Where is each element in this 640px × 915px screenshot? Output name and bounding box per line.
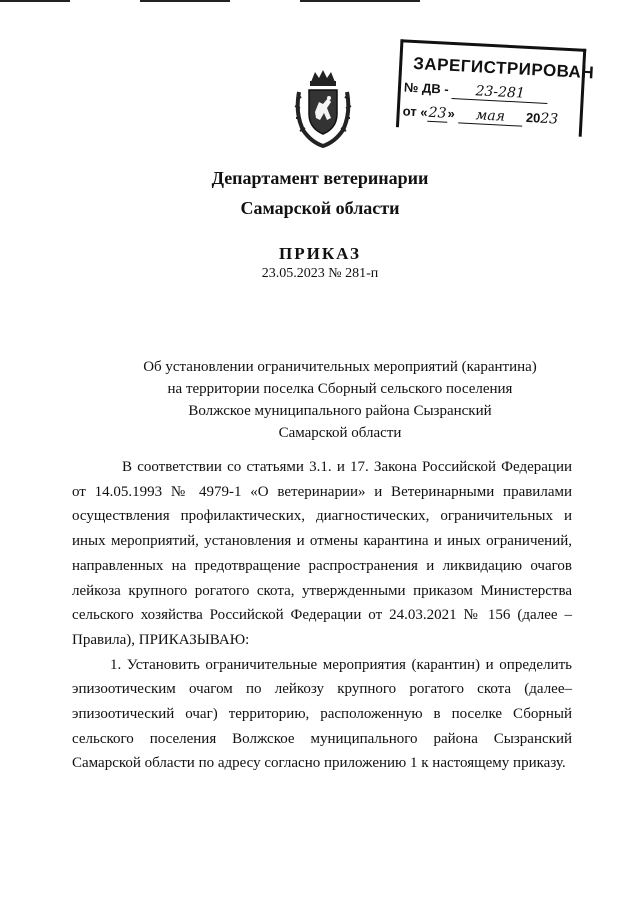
stamp-date-year-prefix: 20 [525,109,541,126]
stamp-date-month: мая [458,106,523,126]
organization-region: Самарской области [240,198,400,218]
order-body [72,455,572,776]
subject-line: Самарской области [278,425,402,441]
scan-top-edge [0,0,640,3]
order-item-1: 1. Установить ограничительные мероприятия (карантин) и определить эпизоотическим очагом по лейкозу крупного рогатого скота (далее–эпизоотический очаг) территорию, расположенную в поселке Сборный сельского поселения Волжское муниципального района Сызранский Самарской области по адресу согласно приложению 1 к настоящему приказу. [72,656,572,772]
stamp-number-value: 23-281 [452,82,549,104]
subject-line: Об установлении ограничительных мероприятий (карантина) [143,359,537,375]
order-subject [110,356,570,444]
preamble-paragraph: В соответствии со статьями 3.1. и 17. Закона Российской Федерации от 14.05.1993 № 4979-1 «О ветеринарии» и Ветеринарными правилами осуществления профилактических, диагностических, ограничительных и иных мероприятий, установления и отмены карантина и иных ограничений, направленных на предотвращение распространения и ликвидацию очагов лейкоза крупного рогатого скота, утвержденными приказом Министерства сельского хозяйства Российской Федерации от 24.03.2021 № 156 (далее – Правила), ПРИКАЗЫВАЮ: [72,459,572,648]
stamp-date-day: 23 [428,104,447,122]
stamp-number-row [404,79,549,104]
stamp-date-year-suffix: 23 [539,110,559,128]
stamp-date-row [402,103,558,128]
subject-line: Волжское муниципального района Сызранский [188,403,492,419]
stamp-date-mid: » [447,105,456,122]
registration-stamp [396,39,595,141]
stamp-frame-top [400,39,586,52]
document-type-heading: ПРИКАЗ [279,244,361,263]
subject-line: на территории поселка Сборный сельского поселения [167,381,513,397]
stamp-number-label: № ДВ - [403,79,450,97]
stamp-title: ЗАРЕГИСТРИРОВАН [412,53,595,83]
document-date-number: 23.05.2023 № 281-п [261,266,379,281]
organization-name: Департамент ветеринарии [211,168,429,188]
coat-of-arms-emblem [293,68,353,148]
stamp-date-prefix: от « [402,103,428,120]
